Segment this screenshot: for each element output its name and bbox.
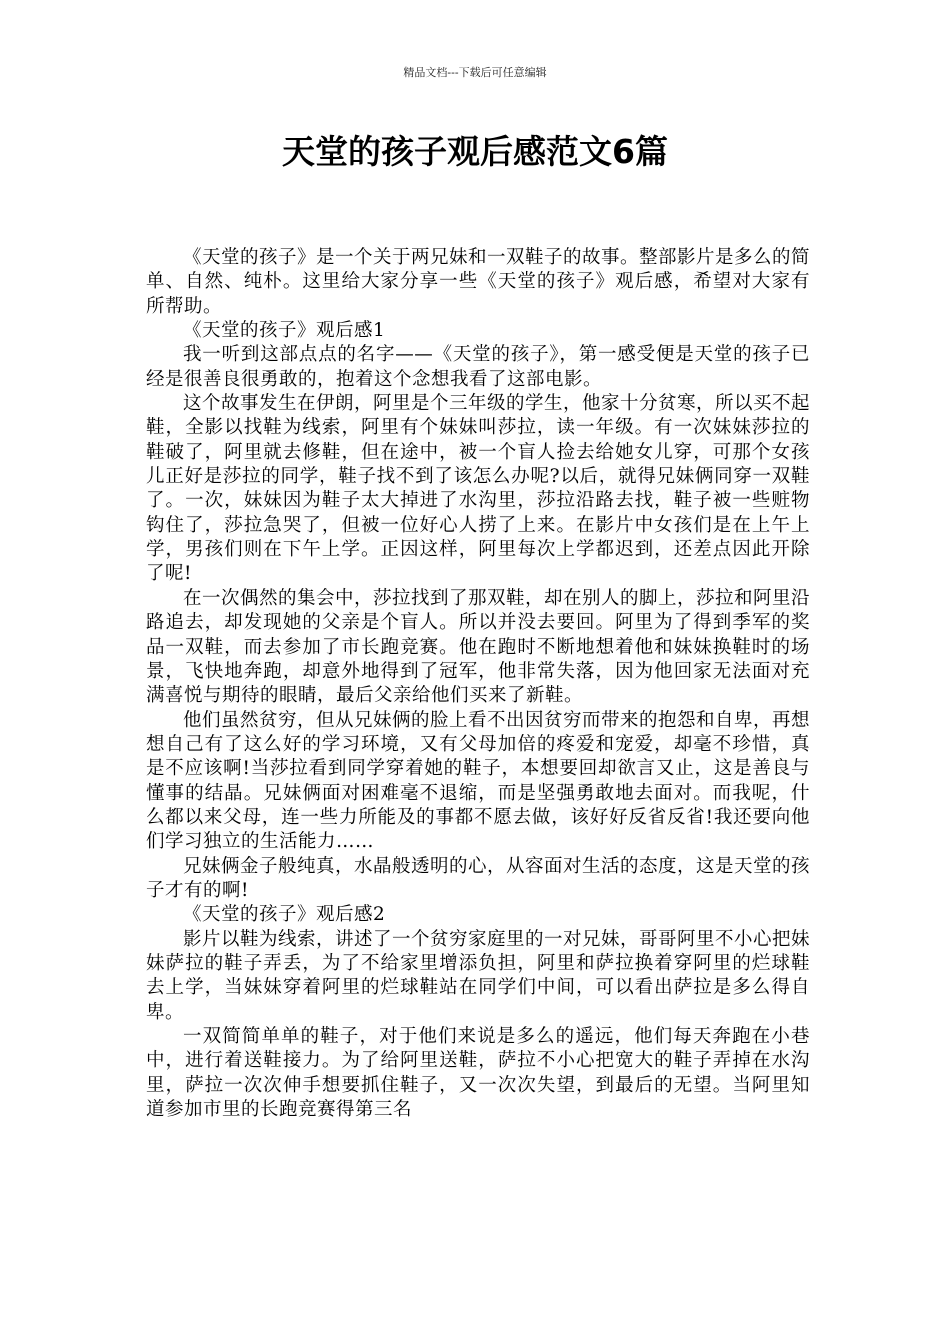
body-paragraph: 一双简简单单的鞋子，对于他们来说是多么的遥远，他们每天奔跑在小巷中，进行着送鞋接力。为了给阿里送鞋，萨拉不小心把宽大的鞋子弄掉在水沟里，萨拉一次次伸手想要抓住鞋子，又一次次失望，到最后的无望。当阿里知道参加市里的长跑竞赛得第三名	[146, 1026, 810, 1121]
section-heading-1: 《天堂的孩子》观后感1	[183, 320, 386, 342]
section-heading-2: 《天堂的孩子》观后感2	[183, 904, 386, 926]
body-paragraph: 兄妹俩金子般纯真，水晶般透明的心，从容面对生活的态度，这是天堂的孩子才有的啊!	[146, 855, 811, 901]
header-note: 精品文档---下载后可任意编辑	[403, 66, 547, 79]
document-body	[146, 246, 810, 1122]
body-paragraph: 影片以鞋为线索，讲述了一个贫穷家庭里的一对兄妹，哥哥阿里不小心把妹妹萨拉的鞋子弄丢，为了不给家里增添负担，阿里和萨拉换着穿阿里的烂球鞋去上学，当妹妹穿着阿里的烂球鞋站在同学们中间，可以看出萨拉是多么得自卑。	[146, 928, 811, 1023]
body-paragraph: 我一听到这部点点的名字——《天堂的孩子》，第一感受便是天堂的孩子已经是很善良很勇敢的，抱着这个念想我看了这部电影。	[146, 344, 810, 390]
body-paragraph: 他们虽然贫穷，但从兄妹俩的脸上看不出因贫穷而带来的抱怨和自卑，再想想自己有了这么好的学习环境，又有父母加倍的疼爱和宠爱，却毫不珍惜，真是不应该啊!当莎拉看到同学穿着她的鞋子，本想要回却欲言又止，这是善良与懂事的结晶。兄妹俩面对困难毫不退缩，而是坚强勇敢地去面对。而我呢，什么都以来父母，连一些力所能及的事都不愿去做，该好好反省反省!我还要向他们学习独立的生活能力……	[146, 709, 811, 853]
intro-paragraph: 《天堂的孩子》是一个关于两兄妹和一双鞋子的故事。整部影片是多么的简单、自然、纯朴。这里给大家分享一些《天堂的孩子》观后感，希望对大家有所帮助。	[146, 247, 811, 317]
document-title: 天堂的孩子观后感范文6篇	[282, 132, 668, 171]
body-paragraph: 在一次偶然的集会中，莎拉找到了那双鞋，却在别人的脚上，莎拉和阿里沿路追去，却发现她的父亲是个盲人。所以并没去要回。阿里为了得到季军的奖品一双鞋，而去参加了市长跑竞赛。他在跑时不断地想着他和妹妹换鞋时的场景，飞快地奔跑，却意外地得到了冠军，他非常失落，因为他回家无法面对充满喜悦与期待的眼睛，最后父亲给他们买来了新鞋。	[146, 587, 811, 707]
body-paragraph: 这个故事发生在伊朗，阿里是个三年级的学生，他家十分贫寒，所以买不起鞋，全影以找鞋为线索，阿里有个妹妹叫莎拉，读一年级。有一次妹妹莎拉的鞋破了，阿里就去修鞋，但在途中，被一个盲人捡去给她女儿穿，可那个女孩儿正好是莎拉的同学，鞋子找不到了该怎么办呢?以后，就得兄妹俩同穿一双鞋了。一次，妹妹因为鞋子太大掉进了水沟里，莎拉沿路去找，鞋子被一些赃物钩住了，莎拉急哭了，但被一位好心人捞了上来。在影片中女孩们是在上午上学，男孩们则在下午上学。正因这样，阿里每次上学都迟到，还差点因此开除了呢!	[146, 393, 811, 585]
